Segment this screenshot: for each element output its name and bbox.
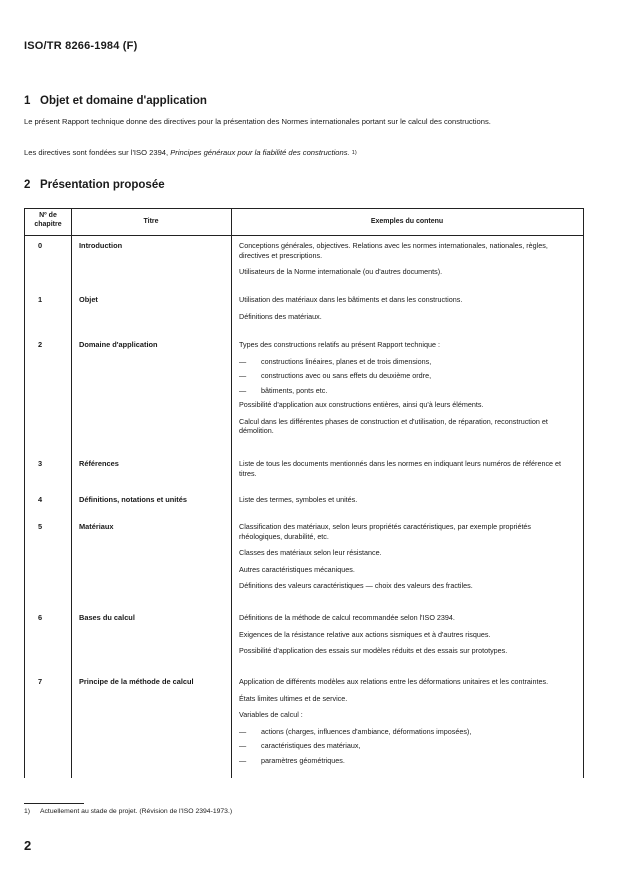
list-item: — actions (charges, influences d'ambiance, déformations imposées), (239, 727, 575, 737)
list-item: — constructions avec ou sans effets du deuxième ordre, (239, 371, 575, 381)
header-divider (25, 235, 583, 236)
section-1-number: 1 (24, 95, 31, 107)
row-examples (239, 340, 575, 443)
content-table (24, 208, 584, 778)
column-header-title: Titre (143, 218, 159, 225)
row-examples (239, 495, 575, 512)
footnote-number: 1) (24, 808, 31, 815)
row-number: 4 (37, 495, 43, 504)
example-text: États limites ultimes et de service. (239, 693, 348, 703)
example-text: Application de différents modèles aux relations entre les déformations unitaires et les contraintes. (239, 677, 549, 686)
column-divider (71, 209, 72, 778)
list-item: — constructions linéaires, planes et de trois dimensions, (239, 357, 575, 367)
row-examples (239, 295, 575, 328)
row-number: 1 (37, 295, 43, 304)
footnote-rule (24, 803, 84, 804)
column-header-examples: Exemples du contenu (370, 218, 444, 225)
example-text: Utilisateurs de la Norme internationale (ou d'autres documents). (239, 267, 443, 276)
example-text: Autres caractéristiques mécaniques. (239, 564, 355, 574)
section-1-heading (24, 95, 207, 107)
document-header: ISO/TR 8266-1984 (F) (24, 40, 138, 52)
example-text: Définitions de la méthode de calcul recommandée selon l'ISO 2394. (239, 613, 455, 622)
row-title: Références (79, 459, 119, 468)
row-number: 6 (37, 613, 43, 622)
row-number: 2 (37, 340, 43, 349)
example-text: Variables de calcul : (239, 710, 303, 719)
example-text: Possibilité d'application aux constructions entières, ainsi qu'à leurs éléments. (239, 400, 484, 409)
example-text: Définitions des matériaux. (239, 311, 322, 321)
example-text: Types des constructions relatifs au présent Rapport technique : (239, 340, 440, 349)
row-examples (239, 459, 575, 485)
footnote (24, 808, 232, 815)
row-examples (239, 241, 575, 284)
row-title: Principe de la méthode de calcul (79, 677, 194, 686)
footnote-text: Actuellement au stade de projet. (Révision de l'ISO 2394-1973.) (40, 808, 233, 815)
row-number: 3 (37, 459, 43, 468)
row-examples (239, 613, 575, 663)
example-text: Utilisation des matériaux dans les bâtiments et dans les constructions. (239, 295, 463, 304)
section-1-paragraph-1: Le présent Rapport technique donne des directives pour la présentation des Normes internationales portant sur le calcul des constructions. (24, 117, 491, 126)
row-title: Bases du calcul (79, 613, 135, 622)
example-text: Calcul dans les différentes phases de construction et d'utilisation, de réparation, reconstruction et démolition. (239, 416, 548, 435)
list-item: — paramètres géométriques. (239, 756, 575, 766)
row-examples (239, 677, 575, 770)
list-item: — caractéristiques des matériaux, (239, 741, 575, 751)
example-text: Liste de tous les documents mentionnés dans les normes en indiquant leurs numéros de référence et titres. (239, 459, 562, 478)
page-number: 2 (24, 838, 32, 853)
example-text: Classification des matériaux, selon leurs propriétés caractéristiques, par exemple propriétés rhéologiques, durabilité, etc. (239, 522, 532, 541)
example-text: Liste des termes, symboles et unités. (239, 495, 358, 504)
row-title: Introduction (79, 241, 123, 250)
column-divider (231, 209, 232, 778)
row-title: Définitions, notations et unités (79, 495, 187, 504)
example-list (239, 727, 575, 766)
row-title: Matériaux (79, 522, 114, 531)
paragraph-2-italic-title: Principes généraux pour la fiabilité des constructions. (170, 148, 350, 157)
column-header-number: Nº de chapitre (34, 212, 62, 228)
section-1-paragraph-2 (24, 148, 584, 159)
section-2-title: Présentation proposée (40, 179, 165, 191)
row-number: 5 (37, 522, 43, 531)
section-2-heading (24, 179, 165, 191)
row-number: 0 (37, 241, 43, 250)
example-list (239, 357, 575, 396)
section-1-title: Objet et domaine d'application (40, 95, 207, 107)
example-text: Exigences de la résistance relative aux actions sismiques et à d'autres risques. (239, 629, 491, 639)
row-title: Domaine d'application (79, 340, 158, 349)
row-examples (239, 522, 575, 598)
list-item: — bâtiments, ponts etc. (239, 386, 575, 396)
row-title: Objet (79, 295, 98, 304)
example-text: Conceptions générales, objectives. Relations avec les normes internationales, nationales, règles, directives et prescriptions. (239, 241, 548, 260)
example-text: Classes des matériaux selon leur résistance. (239, 548, 382, 557)
footnote-reference: 1) (351, 150, 357, 156)
section-2-number: 2 (24, 179, 31, 191)
row-number: 7 (37, 677, 43, 686)
example-text: Possibilité d'application des essais sur modèles réduits et des essais sur prototypes. (239, 646, 508, 655)
example-text: Définitions des valeurs caractéristiques — choix des valeurs des fractiles. (239, 581, 473, 590)
paragraph-2-text: Les directives sont fondées sur l'ISO 2394, (24, 148, 171, 157)
